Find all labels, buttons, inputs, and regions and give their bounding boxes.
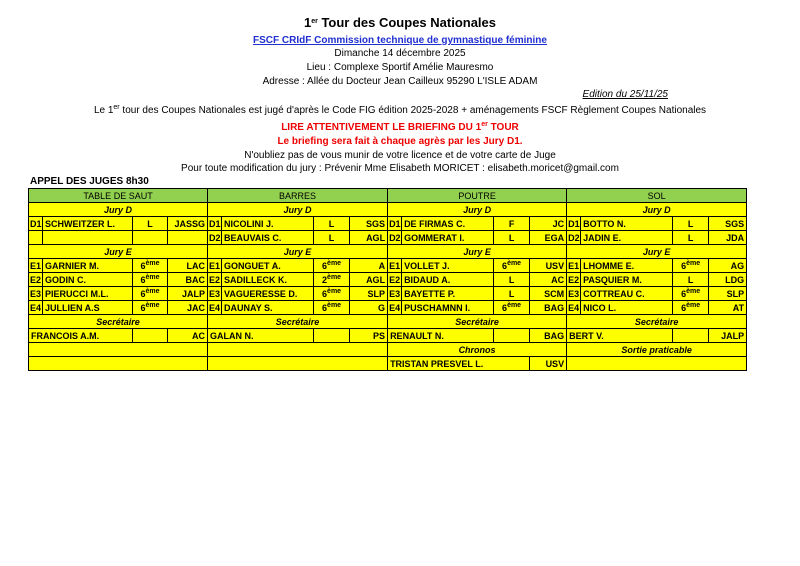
- judge-level-value: 6: [681, 288, 687, 299]
- apparatus-header: POUTRE: [388, 189, 567, 203]
- chronos-name: TRISTAN PRESVEL L.: [388, 357, 530, 371]
- judge-name: GODIN C.: [43, 273, 133, 287]
- table-row: [29, 273, 747, 287]
- judge-level-value: 6: [681, 260, 687, 271]
- contact-line: Pour toute modification du jury : Prévenir Mme Elisabeth MORICET : elisabeth.moricet@gmail.com: [181, 163, 619, 174]
- table-row: [29, 357, 747, 371]
- judge-club: AT: [709, 301, 747, 315]
- empty-cell: [314, 329, 350, 343]
- table-row: [29, 217, 747, 231]
- judge-level: [133, 273, 168, 287]
- event-venue: Lieu : Complexe Sportif Amélie Mauresmo: [306, 62, 494, 73]
- secretary-club: AC: [168, 329, 208, 343]
- judge-level-suffix: ème: [686, 259, 701, 267]
- judge-position: E1: [568, 260, 580, 271]
- chronos-club: USV: [530, 357, 567, 371]
- jury-label: Jury D: [29, 203, 208, 217]
- judge-level-suffix: ème: [507, 259, 522, 267]
- chronos-label: Chronos: [388, 343, 567, 357]
- judge-level: [673, 231, 709, 245]
- judge-name: JULLIEN A.S: [43, 301, 133, 315]
- judge-club: JC: [530, 217, 567, 231]
- judge-level: [494, 287, 530, 301]
- judge-club: G: [350, 301, 388, 315]
- judge-level-value: 6: [502, 302, 508, 313]
- judge-club: LDG: [709, 273, 747, 287]
- judge-name: PIERUCCI M.L.: [43, 287, 133, 301]
- secretary-club: PS: [350, 329, 388, 343]
- judge-position: D1: [389, 218, 401, 229]
- judge-club: SLP: [350, 287, 388, 301]
- judge-position: E2: [30, 274, 42, 285]
- judge-level-suffix: ème: [327, 259, 342, 267]
- judge-name: NICO L.: [581, 301, 673, 315]
- judge-level: [133, 287, 168, 301]
- judge-name: BEAUVAIS C.: [222, 231, 314, 245]
- judge-club: EGA: [530, 231, 567, 245]
- judge-level-value: 6: [322, 288, 328, 299]
- empty-cell: [29, 357, 208, 371]
- judge-level: [133, 217, 168, 231]
- judge-level-suffix: ème: [327, 273, 342, 281]
- judge-level-value: L: [147, 218, 153, 229]
- judge-name: BAYETTE P.: [402, 287, 494, 301]
- judge-level: [673, 217, 709, 231]
- judge-level-value: 6: [681, 302, 687, 313]
- judge-name: SCHWEITZER L.: [43, 217, 133, 231]
- judge-position: E4: [389, 302, 401, 313]
- jury-label: Jury D: [388, 203, 567, 217]
- judge-level: [314, 287, 350, 301]
- judge-name: LHOMME E.: [581, 259, 673, 273]
- jury-label: Jury E: [567, 245, 747, 259]
- judge-level-value: 6: [502, 260, 508, 271]
- judge-position: E1: [209, 260, 221, 271]
- jury-label: Jury E: [29, 245, 208, 259]
- empty-cell: [29, 343, 208, 357]
- jury-label: Jury D: [567, 203, 747, 217]
- judge-name: GARNIER M.: [43, 259, 133, 273]
- judge-level-suffix: ème: [327, 287, 342, 295]
- judge-level: [494, 273, 530, 287]
- briefing-warning: LIRE ATTENTIVEMENT LE BRIEFING DU 1er TOUR: [281, 121, 519, 133]
- table-row: [29, 301, 747, 315]
- secretary-name: GALAN N.: [208, 329, 314, 343]
- judge-level-value: L: [508, 232, 515, 243]
- judge-level: [314, 217, 350, 231]
- empty-cell: [208, 343, 388, 357]
- judge-club: LAC: [168, 259, 208, 273]
- judge-level-value: L: [687, 232, 694, 243]
- judge-name: NICOLINI J.: [222, 217, 314, 231]
- judge-position: E2: [568, 274, 580, 285]
- judge-position: E4: [568, 302, 580, 313]
- empty-cell: [208, 357, 388, 371]
- judge-level: [133, 259, 168, 273]
- judge-position: E3: [568, 288, 580, 299]
- judge-level-value: L: [328, 218, 335, 229]
- jury-label: Secrétaire: [388, 315, 567, 329]
- judge-position: D2: [389, 232, 401, 243]
- judge-level-suffix: ème: [145, 301, 160, 309]
- judges-table: [28, 188, 747, 371]
- judge-level: [314, 273, 350, 287]
- judge-level-value: L: [328, 232, 335, 243]
- table-row: [29, 343, 747, 357]
- license-reminder: N'oubliez pas de vous munir de votre licence et de votre carte de Juge: [244, 150, 556, 161]
- judge-name: VOLLET J.: [402, 259, 494, 273]
- judge-club: SGS: [350, 217, 388, 231]
- judge-level: [494, 259, 530, 273]
- judge-level-suffix: ème: [507, 301, 522, 309]
- event-address: Adresse : Allée du Docteur Jean Cailleux 95290 L'ISLE ADAM: [262, 76, 538, 87]
- judges-call-time: APPEL DES JUGES 8h30: [30, 176, 149, 187]
- judge-club: BAG: [530, 301, 567, 315]
- judge-name: DAUNAY S.: [222, 301, 314, 315]
- judge-club: A: [350, 259, 388, 273]
- apparatus-header: TABLE DE SAUT: [29, 189, 208, 203]
- judge-position: E3: [209, 288, 221, 299]
- judge-name: DE FIRMAS C.: [402, 217, 494, 231]
- judge-level: [133, 301, 168, 315]
- table-row: [29, 203, 747, 217]
- judge-name: VAGUERESSE D.: [222, 287, 314, 301]
- judge-level: [314, 259, 350, 273]
- judge-level: [494, 231, 530, 245]
- judge-level: [494, 217, 530, 231]
- organizer-line: FSCF CRIdF Commission technique de gymnastique féminine: [253, 35, 547, 46]
- judge-name: BIDAUD A.: [402, 273, 494, 287]
- jury-label: Secrétaire: [567, 315, 747, 329]
- judge-club: JASSG: [168, 217, 208, 231]
- judge-name: [43, 231, 133, 245]
- secretary-name: RENAULT N.: [388, 329, 494, 343]
- judge-level: [133, 231, 168, 245]
- judge-position: E2: [389, 274, 401, 285]
- judge-club: AC: [530, 273, 567, 287]
- judge-club: JAC: [168, 301, 208, 315]
- jury-label: Jury D: [208, 203, 388, 217]
- judge-position: D2: [568, 232, 580, 243]
- judge-level-suffix: ème: [145, 287, 160, 295]
- judge-level: [673, 287, 709, 301]
- jury-label: Jury E: [208, 245, 388, 259]
- judge-name: GONGUET A.: [222, 259, 314, 273]
- jury-label: Secrétaire: [208, 315, 388, 329]
- judge-position: E1: [30, 260, 42, 271]
- table-row: [29, 287, 747, 301]
- judge-club: SLP: [709, 287, 747, 301]
- empty-cell: [673, 329, 709, 343]
- judge-level-value: 6: [140, 260, 146, 271]
- judge-position: D1: [209, 218, 221, 229]
- judge-level-value: 6: [140, 288, 146, 299]
- judge-club: USV: [530, 259, 567, 273]
- judge-level-value: 2: [322, 274, 328, 285]
- judge-level: [673, 259, 709, 273]
- judge-position: E4: [30, 302, 42, 313]
- judge-level-value: L: [687, 218, 694, 229]
- judge-level-suffix: ème: [686, 287, 701, 295]
- rules-note: Le 1er tour des Coupes Nationales est jugé d'après le Code FIG édition 2025-2028 + aménagements FSCF Règlement Coupes Nationales: [93, 104, 707, 116]
- judge-level-suffix: ème: [686, 301, 701, 309]
- judge-position: E3: [389, 288, 401, 299]
- judge-level: [314, 231, 350, 245]
- empty-cell: [133, 329, 168, 343]
- judge-name: JADIN E.: [581, 231, 673, 245]
- judge-club: [168, 231, 208, 245]
- judge-club: SGS: [709, 217, 747, 231]
- table-row: [29, 245, 747, 259]
- judge-level-value: L: [687, 274, 694, 285]
- judge-club: JALP: [168, 287, 208, 301]
- judge-position: D2: [209, 232, 221, 243]
- page-title: 1er Tour des Coupes Nationales: [303, 15, 497, 30]
- judge-position: D1: [568, 218, 580, 229]
- judge-position: E1: [389, 260, 401, 271]
- jury-label: Secrétaire: [29, 315, 208, 329]
- table-row: [29, 315, 747, 329]
- empty-cell: [567, 357, 747, 371]
- judge-position: D1: [30, 218, 42, 229]
- edition-date: Edition du 25/11/25: [582, 89, 668, 100]
- event-date: Dimanche 14 décembre 2025: [334, 48, 466, 59]
- secretary-name: FRANCOIS A.M.: [29, 329, 133, 343]
- table-row: [29, 231, 747, 245]
- judge-club: SCM: [530, 287, 567, 301]
- judge-name: BOTTO N.: [581, 217, 673, 231]
- briefing-note: Le briefing sera fait à chaque agrès par les Jury D1.: [277, 136, 523, 147]
- judge-club: JDA: [709, 231, 747, 245]
- judge-position: E4: [209, 302, 221, 313]
- table-row: [29, 259, 747, 273]
- judge-level-value: F: [508, 218, 515, 229]
- judge-level: [673, 301, 709, 315]
- apparatus-header: BARRES: [208, 189, 388, 203]
- judge-name: SADILLECK K.: [222, 273, 314, 287]
- jury-label: Jury E: [388, 245, 567, 259]
- judge-name: GOMMERAT I.: [402, 231, 494, 245]
- secretary-club: JALP: [709, 329, 747, 343]
- judge-club: AGL: [350, 231, 388, 245]
- judge-level-suffix: ème: [145, 273, 160, 281]
- judge-level-value: L: [508, 288, 515, 299]
- secretary-name: BERT V.: [567, 329, 673, 343]
- judge-position: [29, 231, 43, 245]
- judge-club: AGL: [350, 273, 388, 287]
- judge-name: PASQUIER M.: [581, 273, 673, 287]
- judge-level-suffix: ème: [145, 259, 160, 267]
- table-row: [29, 329, 747, 343]
- table-row: [29, 189, 747, 203]
- judge-level-value: 6: [322, 260, 328, 271]
- judge-level: [494, 301, 530, 315]
- judge-level: [673, 273, 709, 287]
- judge-position: E2: [209, 274, 221, 285]
- apparatus-header: SOL: [567, 189, 747, 203]
- judge-level: [314, 301, 350, 315]
- judge-level-value: L: [508, 274, 515, 285]
- judge-level-suffix: ème: [327, 301, 342, 309]
- judge-level-value: 6: [140, 302, 146, 313]
- judge-name: COTTREAU C.: [581, 287, 673, 301]
- judge-club: AG: [709, 259, 747, 273]
- secretary-club: BAG: [530, 329, 567, 343]
- judge-level-value: 6: [322, 302, 328, 313]
- sortie-label: Sortie praticable: [567, 343, 747, 357]
- judge-position: E3: [30, 288, 42, 299]
- judge-level-value: 6: [140, 274, 146, 285]
- empty-cell: [494, 329, 530, 343]
- judge-club: BAC: [168, 273, 208, 287]
- judge-name: PUSCHAMNN I.: [402, 301, 494, 315]
